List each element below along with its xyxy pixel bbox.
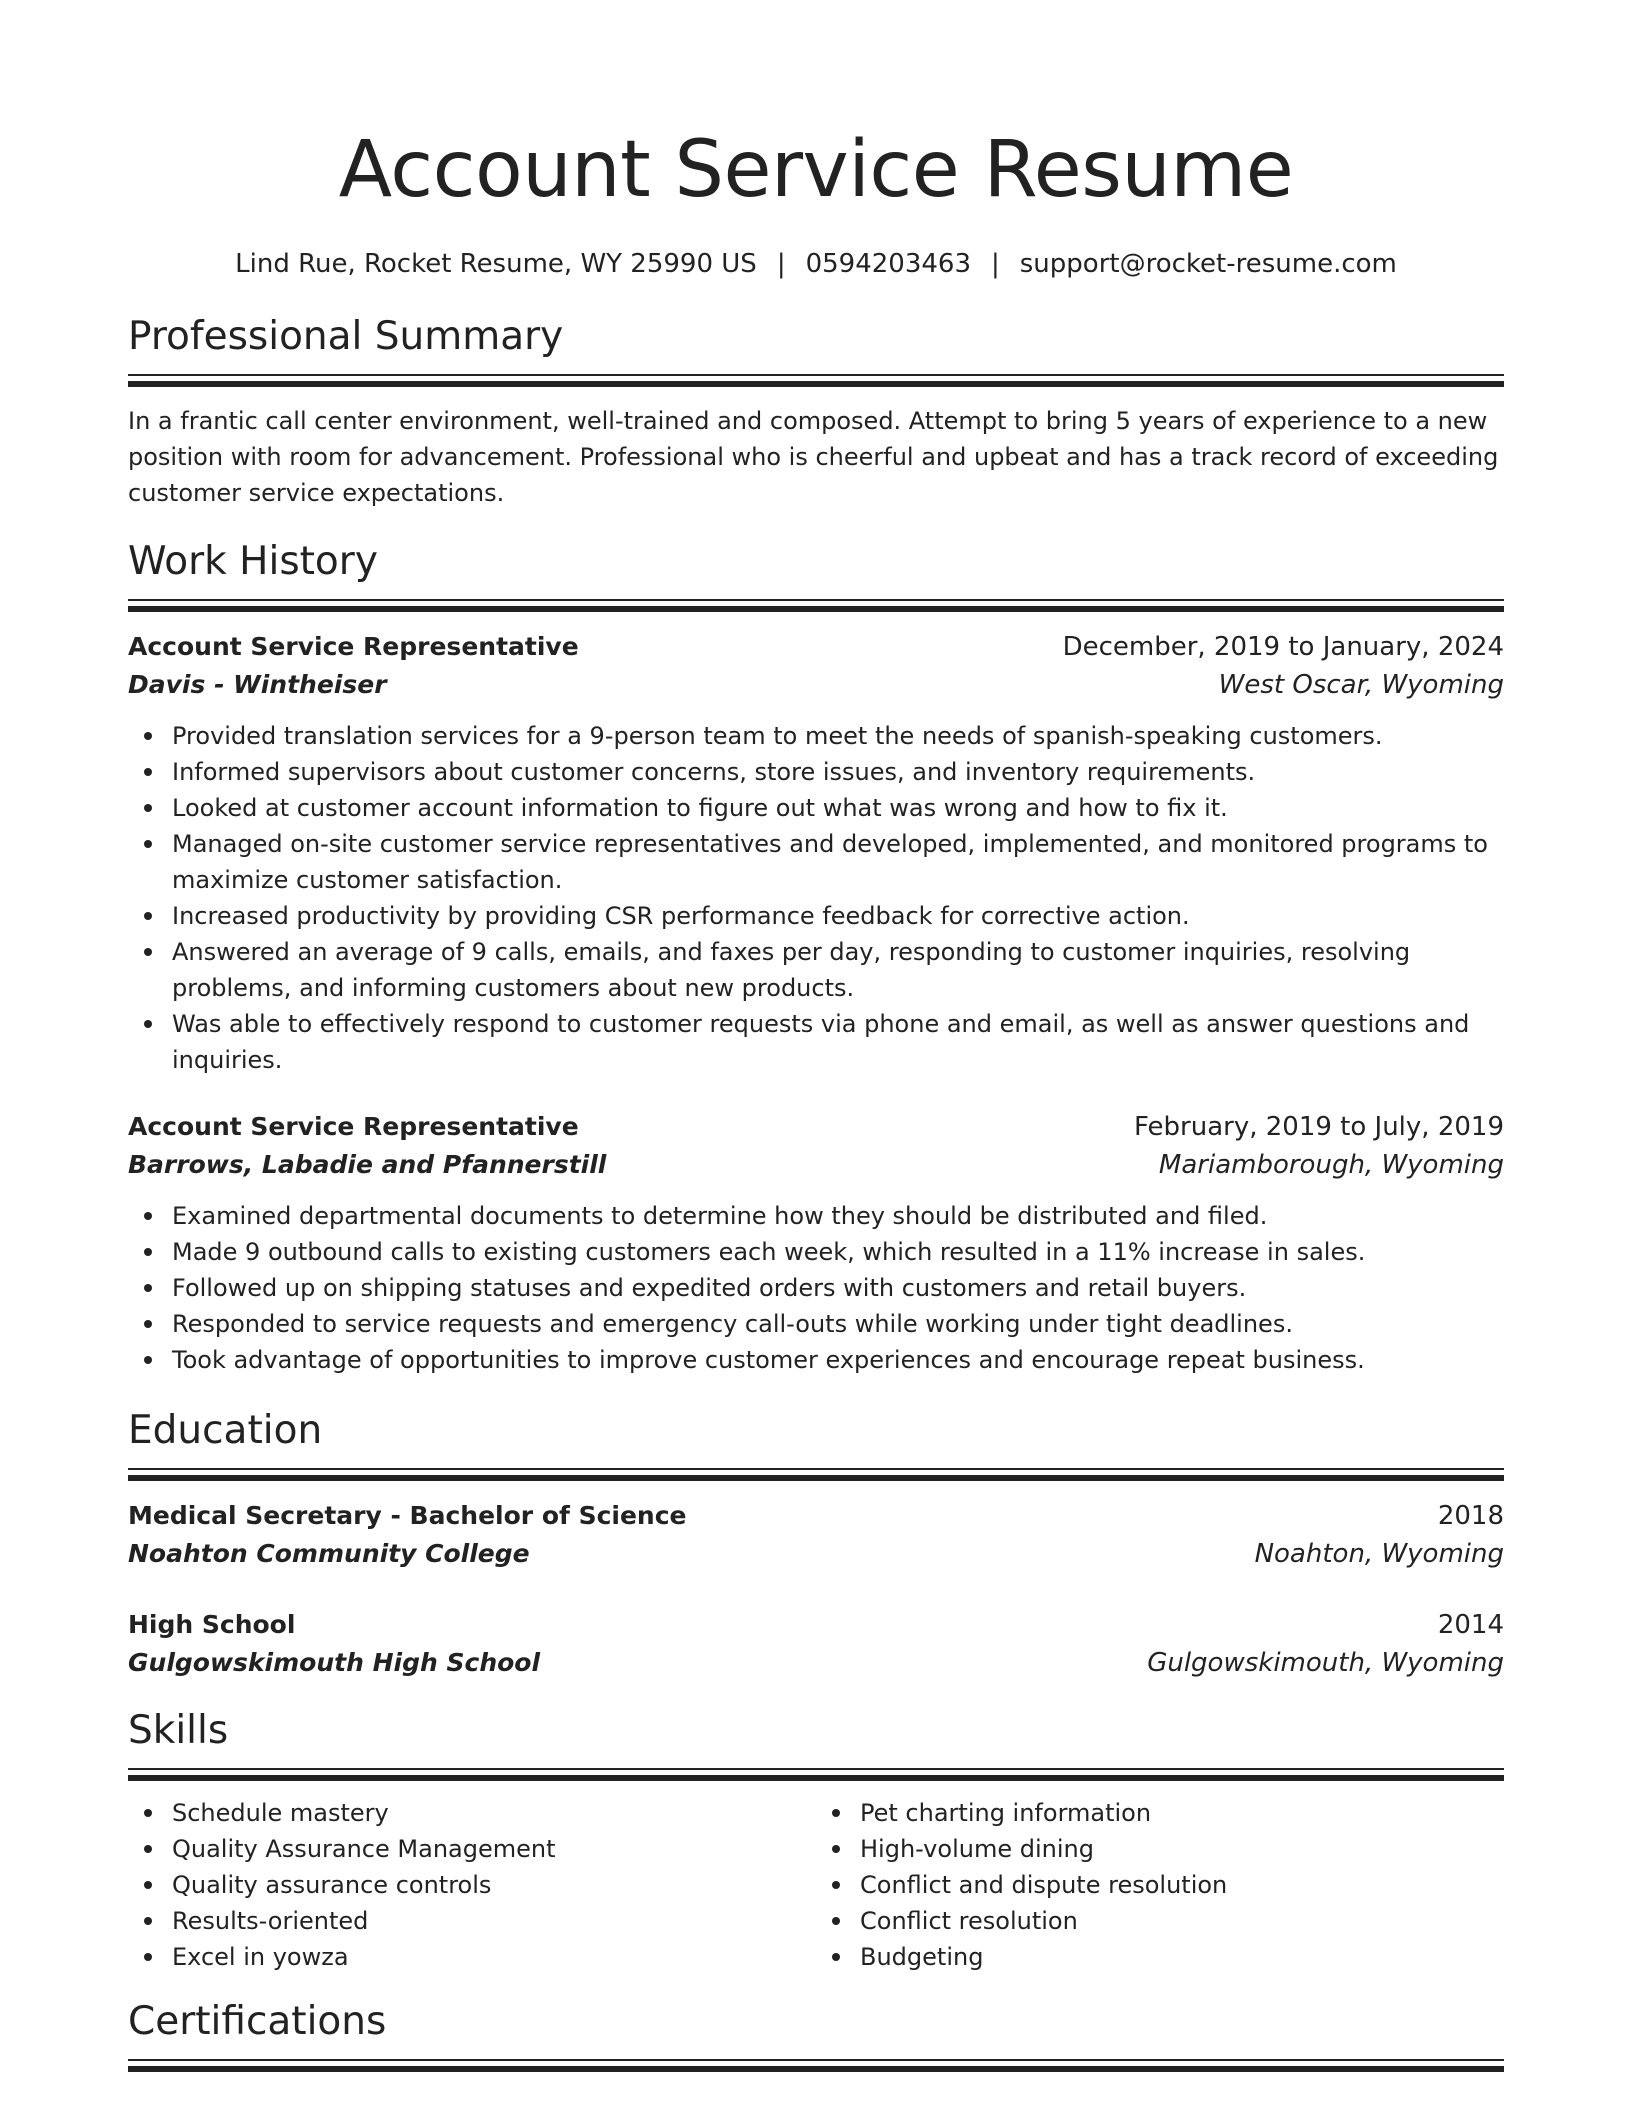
education-entry [128,1497,1504,1573]
list-item: Was able to effectively respond to customer requests via phone and email, as well as answer questions and inquiries. [128,1006,1504,1078]
section-certifications [128,1997,1504,2072]
resume-title: Account Service Resume [338,125,1294,215]
list-item: Schedule mastery [128,1795,816,1831]
list-item: Pet charting information [816,1795,1504,1831]
section-heading-education: Education [128,1408,323,1453]
section-heading-skills: Skills [128,1708,229,1753]
contact-address: Lind Rue, Rocket Resume, WY 25990 US [235,249,757,279]
section-skills [128,1706,1504,1975]
job-subheader [128,1146,1504,1184]
contact-line [128,246,1504,282]
list-item: Examined departmental documents to determine how they should be distributed and filed. [128,1198,1504,1234]
list-item: Provided translation services for a 9-person team to meet the needs of spanish-speaking customers. [128,718,1504,754]
job-entry [128,1108,1504,1378]
section-heading-summary: Professional Summary [128,314,564,359]
job-company: Barrows, Labadie and Pfannerstill [128,1150,607,1179]
section-education [128,1406,1504,1682]
job-location: West Oscar, Wyoming [1218,670,1504,700]
job-bullets [128,1198,1504,1378]
education-header [128,1497,1504,1535]
contact-separator: | [776,249,786,279]
job-company: Davis - Wintheiser [128,670,387,699]
section-divider [128,1768,1504,1781]
education-entry [128,1606,1504,1682]
section-divider [128,2059,1504,2072]
list-item: Conflict and dispute resolution [816,1867,1504,1903]
list-item: Quality Assurance Management [128,1831,816,1867]
contact-separator: | [991,249,1000,279]
skills-left-list [128,1795,816,1975]
education-year: 2018 [1437,1501,1504,1531]
education-location: Gulgowskimouth, Wyoming [1147,1648,1504,1678]
list-item: Responded to service requests and emergency call-outs while working under tight deadlines. [128,1306,1504,1342]
contact-email: support@rocket-resume.com [1019,249,1397,279]
education-school: Noahton Community College [128,1539,530,1568]
section-work-history [128,537,1504,1378]
job-header [128,628,1504,666]
education-degree: High School [128,1610,296,1639]
section-heading-work: Work History [128,539,378,584]
summary-text: In a frantic call center environment, well-trained and composed. Attempt to bring 5 years of experience to a new position with room for advancement. Professional who is cheerful and upbeat and has a track record of exceeding customer service expectations. [128,407,1499,507]
education-subheader [128,1644,1504,1682]
job-location: Mariamborough, Wyoming [1158,1150,1504,1180]
education-school: Gulgowskimouth High School [128,1648,541,1677]
job-bullets [128,718,1504,1078]
skills-right-list [816,1795,1504,1975]
list-item: Quality assurance controls [128,1867,816,1903]
list-item: Increased productivity by providing CSR performance feedback for corrective action. [128,898,1504,934]
section-divider [128,374,1504,387]
education-subheader [128,1535,1504,1573]
section-divider [128,1468,1504,1481]
education-location: Noahton, Wyoming [1254,1539,1504,1569]
job-dates: February, 2019 to July, 2019 [1134,1112,1504,1142]
job-entry [128,628,1504,1078]
job-subheader [128,666,1504,704]
education-year: 2014 [1437,1610,1504,1640]
section-divider [128,599,1504,612]
list-item: Informed supervisors about customer concerns, store issues, and inventory requirements. [128,754,1504,790]
section-summary [128,312,1504,511]
list-item: Made 9 outbound calls to existing customers each week, which resulted in a 11% increase in sales. [128,1234,1504,1270]
list-item: Budgeting [816,1939,1504,1975]
list-item: Answered an average of 9 calls, emails, and faxes per day, responding to customer inquiries, resolving problems, and informing customers about new products. [128,934,1504,1006]
job-header [128,1108,1504,1146]
contact-phone: 0594203463 [805,249,971,279]
skills-grid [128,1795,1504,1975]
education-header [128,1606,1504,1644]
list-item: Followed up on shipping statuses and expedited orders with customers and retail buyers. [128,1270,1504,1306]
list-item: Took advantage of opportunities to improve customer experiences and encourage repeat business. [128,1342,1504,1378]
list-item: Results-oriented [128,1903,816,1939]
list-item: Conflict resolution [816,1903,1504,1939]
list-item: Looked at customer account information to figure out what was wrong and how to fix it. [128,790,1504,826]
job-dates: December, 2019 to January, 2024 [1062,632,1504,662]
list-item: High-volume dining [816,1831,1504,1867]
education-degree: Medical Secretary - Bachelor of Science [128,1501,687,1530]
job-title: Account Service Representative [128,632,579,661]
list-item: Managed on-site customer service representatives and developed, implemented, and monitored programs to maximize customer satisfaction. [128,826,1504,898]
section-heading-certifications: Certifications [128,1999,387,2044]
job-title: Account Service Representative [128,1112,579,1141]
list-item: Excel in yowza [128,1939,816,1975]
